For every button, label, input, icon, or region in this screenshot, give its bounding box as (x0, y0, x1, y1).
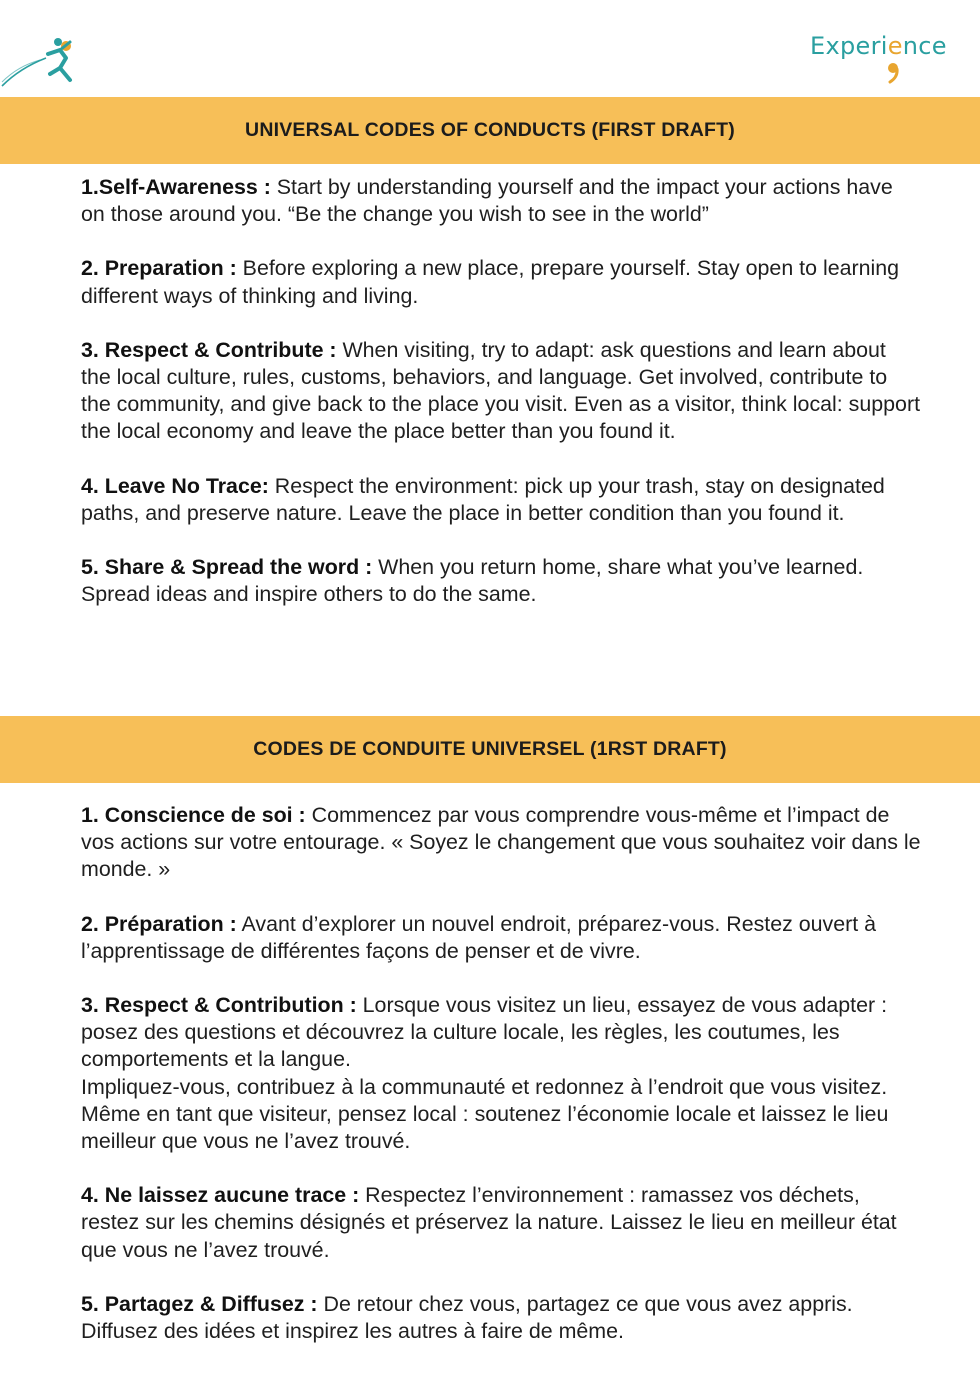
french-item-4: 4. Ne laissez aucune trace : Respectez l’environnement : ramassez vos déchets, restez sur les chemins désignés et préservez la nature. Laissez le lieu en meilleur état que vous ne l’avez trouvé. (81, 1183, 897, 1262)
english-item-2: 2. Preparation : Before exploring a new place, prepare yourself. Stay open to learning different ways of thinking and living. (81, 256, 900, 308)
english-item-5: 5. Share & Spread the word : When you return home, share what you’ve learned. Spread ideas and inspire others to do the same. (81, 555, 864, 607)
french-item-3: 3. Respect & Contribution : Lorsque vous visitez un lieu, essayez de vous adapter : posez des questions et découvrez la culture locale, les règles, les coutumes, les comportements et la langue. Impliquez-vous, contribuez à la communauté et redonnez à l’endroit que vous visitez. Même en tant que visiteur, pensez local : soutenez l’économie locale et laissez le lieu meilleur que vous ne l’avez trouvé. (81, 992, 921, 1155)
english-item-4: 4. Leave No Trace: Respect the environment: pick up your trash, stay on designated paths, and preserve nature. Leave the place in better condition than you found it. (81, 473, 885, 525)
french-title: CODES DE CONDUITE UNIVERSEL (1RST DRAFT) (253, 738, 727, 760)
french-item-1: 1. Conscience de soi : Commencez par vous comprendre vous-même et l’impact de vos actions sur votre entourage. « Soyez le changement que vous souhaitez voir dans le monde. » (81, 803, 921, 882)
french-item-5: 5. Partagez & Diffusez : De retour chez vous, partagez ce que vous avez appris. Diffusez des idées et inspirez les autres à faire de même. (81, 1291, 853, 1344)
brand-name: Experience (810, 32, 947, 60)
english-section (81, 174, 921, 635)
english-title: UNIVERSAL CODES OF CONDUCTS (FIRST DRAFT) (245, 119, 735, 141)
jumper-logo-icon (0, 28, 80, 95)
experience-logo (810, 28, 960, 88)
page-header (0, 0, 980, 96)
french-item-3-continuation: Impliquez-vous, contribuez à la communauté et redonnez à l’endroit que vous visitez. Même en tant que visiteur, pensez local : soutenez l’économie locale et laissez le lieu meilleur que vous ne l’avez trouvé. (81, 1074, 889, 1154)
english-title-band (0, 97, 980, 164)
comma-icon (886, 62, 902, 84)
french-item-2: 2. Préparation : Avant d’explorer un nouvel endroit, préparez-vous. Restez ouvert à l’apprentissage de différentes façons de penser et de vivre. (81, 911, 877, 963)
french-section (81, 802, 921, 1372)
french-title-band (0, 716, 980, 783)
english-item-3: 3. Respect & Contribute : When visiting, try to adapt: ask questions and learn about the local culture, rules, customs, behaviors, and language. Get involved, contribute to the community, and give back to the place you visit. Even as a visitor, think local: support the local economy and leave the place better than you found it. (81, 337, 921, 444)
english-item-1: 1.Self-Awareness : Start by understanding yourself and the impact your actions have on those around you. “Be the change you wish to see in the world” (81, 175, 893, 227)
